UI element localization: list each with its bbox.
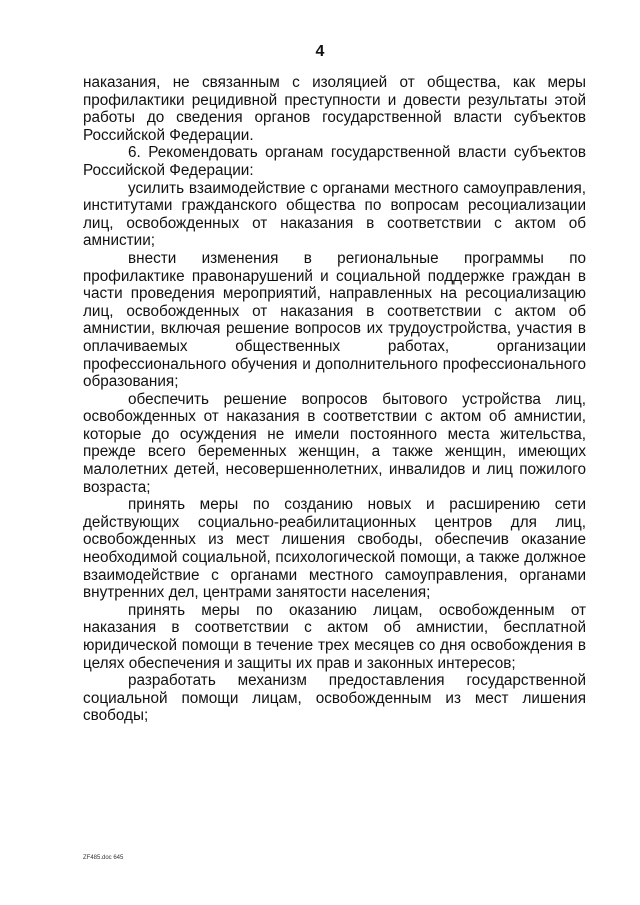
paragraph-regional-programs: внести изменения в региональные программы по профилактике правонарушений и социальной поддержке граждан в части проведения мероприятий, направленных на ресоциализацию лиц, освобожденных от наказания в соответствии с актом об амнистии, включая решение вопросов их трудоустройства, участия в оплачиваемых общественных работах, организации профессионального обучения и дополнительного профессионального образования;	[83, 249, 586, 391]
paragraph-continuation: наказания, не связанным с изоляцией от общества, как меры профилактики рецидивной преступности и довести результаты этой работы до сведения органов государственной власти субъектов Российской Федерации.	[83, 74, 586, 144]
paragraph-legal-aid: принять меры по оказанию лицам, освобожденным от наказания в соответствии с актом об амнистии, бесплатной юридической помощи в течение трех месяцев со дня освобождения в целях обеспечения и защиты их прав и законных интересов;	[83, 601, 586, 672]
paragraph-housing: обеспечить решение вопросов бытового устройства лиц, освобожденных от наказания в соответствии с актом об амнистии, которые до осуждения не имели постоянного места жительства, прежде всего беременных женщин, а также женщин, имеющих малолетних детей, несовершеннолетних, инвалидов и лиц пожилого возраста;	[83, 390, 586, 496]
document-footer: ZF485.doc 645	[83, 855, 124, 861]
paragraph-social-aid-mechanism: разработать механизм предоставления государственной социальной помощи лицам, освобожденным из мест лишения свободы;	[83, 672, 586, 725]
paragraph-item-6: 6. Рекомендовать органам государственной власти субъектов Российской Федерации:	[83, 144, 586, 179]
page-number: 4	[315, 43, 325, 60]
paragraph-rehabilitation-centers: принять меры по созданию новых и расширению сети действующих социально-реабилитационных центров для лиц, освобожденных из мест лишения свободы, обеспечив оказание необходимой социальной, психологической помощи, а также должное взаимодействие с органами местного самоуправления, органами внутренних дел, центрами занятости населения;	[83, 496, 586, 602]
document-body	[83, 74, 586, 725]
paragraph-strengthen-cooperation: усилить взаимодействие с органами местного самоуправления, институтами гражданского общества по вопросам ресоциализации лиц, освобожденных от наказания в соответствии с актом об амнистии;	[83, 179, 586, 250]
